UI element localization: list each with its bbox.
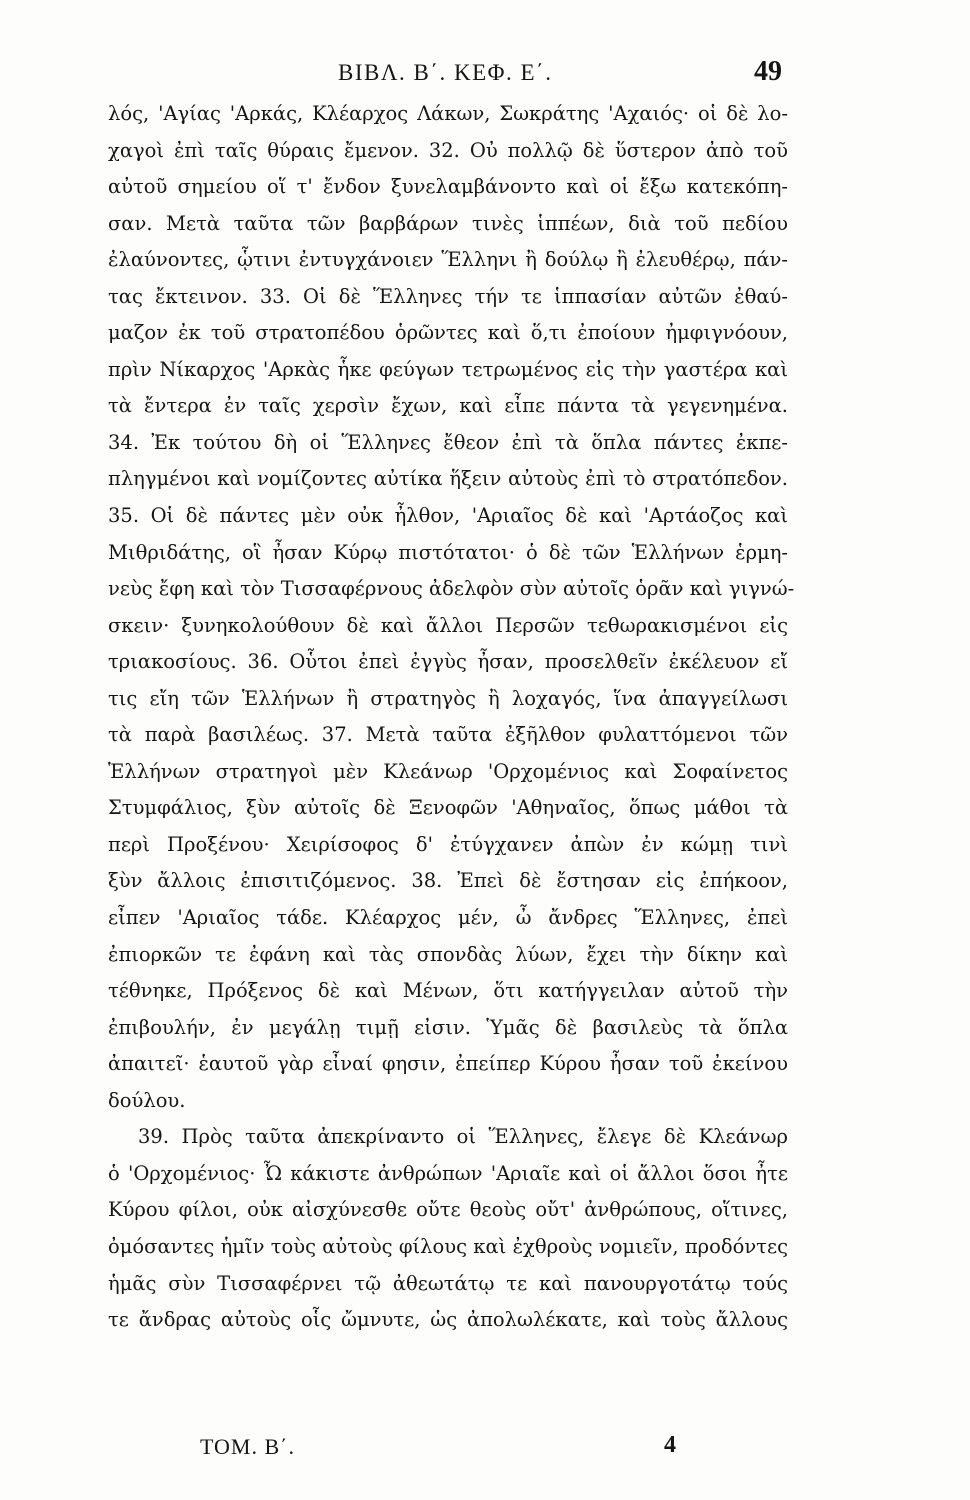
text-line: τριακοσίους. 36. Οὗτοι ἐπεὶ ἐγγὺς ἦσαν, προσελθεῖν ἐκέλευον εἴ (108, 650, 788, 674)
text-line: ἐπιβουλήν, ἐν μεγάλῃ τιμῇ εἰσιν. Ὑμᾶς δὲ βασιλεὺς τὰ ὅπλα (108, 1015, 788, 1039)
text-line: ἐλαύνοντες, ᾧτινι ἐντυγχάνοιεν Ἕλληνι ἢ δούλῳ ἢ ἐλευθέρῳ, πάν- (108, 248, 788, 272)
text-line: 34. Ἐκ τούτου δὴ οἱ Ἕλληνες ἔθεον ἐπὶ τὰ ὅπλα πάντες ἐκπε- (108, 430, 788, 454)
text-line: ἡμᾶς σὺν Τισσαφέρνει τῷ ἀθεωτάτῳ τε καὶ πανουργοτάτῳ τούς (108, 1271, 788, 1295)
text-line: τὰ παρὰ βασιλέως. 37. Μετὰ ταῦτα ἐξῆλθον φυλαττόμενοι τῶν (108, 723, 788, 747)
paragraph-start-line: 39. Πρὸς ταῦτα ἀπεκρίναντο οἱ Ἕλληνες, ἔλεγε δὲ Κλεάνωρ (138, 1125, 788, 1149)
text-line: 35. Οἱ δὲ πάντες μὲν οὐκ ἦλθον, 'Αριαῖος δὲ καὶ 'Αρτάοζος καὶ (108, 504, 788, 528)
text-line: τέθνηκε, Πρόξενος δὲ καὶ Μένων, ὅτι κατήγγειλαν αὐτοῦ τὴν (108, 979, 788, 1003)
text-line: πρὶν Νίκαρχος 'Αρκὰς ἧκε φεύγων τετρωμένος εἰς τὴν γαστέρα καὶ (108, 357, 788, 381)
text-line: Κύρου φίλοι, οὐκ αἰσχύνεσθε οὔτε θεοὺς οὔτ' ἀνθρώπους, οἵτινες, (108, 1198, 788, 1222)
text-line: τις εἴη τῶν Ἑλλήνων ἢ στρατηγὸς ἢ λοχαγός, ἵνα ἀπαγγείλωσι (108, 686, 788, 710)
text-line: εἶπεν 'Αριαῖος τάδε. Κλέαρχος μέν, ὦ ἄνδρες Ἕλληνες, ἐπεὶ (108, 906, 788, 930)
text-line: ἀπαιτεῖ· ἑαυτοῦ γὰρ εἶναί φησιν, ἐπείπερ Κύρου ἦσαν τοῦ ἐκείνου (108, 1052, 788, 1076)
running-head (108, 54, 788, 94)
body-text (108, 96, 795, 1339)
text-line: Μιθριδάτης, οἳ ἦσαν Κύρῳ πιστότατοι· ὁ δὲ τῶν Ἑλλήνων ἑρμη- (108, 540, 788, 564)
text-line: ὁ 'Ορχομένιος· Ὦ κάκιστε ἀνθρώπων 'Αριαῖε καὶ οἱ ἄλλοι ὅσοι ἦτε (108, 1161, 788, 1185)
text-line: περὶ Προξένου· Χειρίσοφος δ' ἐτύγχανεν ἀπὼν ἐν κώμῃ τινὶ (108, 832, 788, 856)
text-line: σαν. Μετὰ ταῦτα τῶν βαρβάρων τινὲς ἱππέων, διὰ τοῦ πεδίου (108, 211, 788, 235)
text-line: λός, 'Αγίας 'Αρκάς, Κλέαρχος Λάκων, Σωκράτης 'Αχαιός· οἱ δὲ λο- (108, 102, 788, 125)
text-line: Ἑλλήνων στρατηγοὶ μὲν Κλεάνωρ 'Ορχομένιος καὶ Σοφαίνετος (108, 759, 788, 783)
text-line: Στυμφάλιος, ξὺν αὐτοῖς δὲ Ξενοφῶν 'Αθηναῖος, ὅπως μάθοι τὰ (108, 796, 788, 820)
text-line: ὀμόσαντες ἡμῖν τοὺς αὐτοὺς φίλους καὶ ἐχθροὺς νομιεῖν, προδόντες (108, 1234, 788, 1258)
text-line: τε ἄνδρας αὐτοὺς οἷς ὤμνυτε, ὡς ἀπολωλέκατε, καὶ τοὺς ἄλλους (108, 1308, 788, 1332)
text-line: μαζον ἐκ τοῦ στρατοπέδου ὁρῶντες καὶ ὅ,τι ἐποίουν ἠμφιγνόουν, (108, 321, 788, 345)
volume-signature: ΤΟΜ. Β΄. (200, 1434, 295, 1459)
text-line: τὰ ἔντερα ἐν ταῖς χερσὶν ἔχων, καὶ εἶπε πάντα τὰ γεγενημένα. (108, 394, 788, 418)
page-number: 49 (754, 56, 782, 87)
paragraph-end-line: δούλου. (108, 1088, 186, 1112)
text-line: ξὺν ἄλλοις ἐπισιτιζόμενος. 38. Ἐπεὶ δὲ ἔστησαν εἰς ἐπήκοον, (108, 869, 788, 893)
text-line: σκειν· ξυνηκολούθουν δὲ καὶ ἄλλοι Περσῶν τεθωρακισμένοι εἰς (108, 613, 788, 637)
page-footer (200, 1434, 700, 1474)
running-title: ΒΙΒΛ. Β΄. ΚΕΦ. Ε΄. (338, 60, 553, 85)
text-line: νεὺς ἔφη καὶ τὸν Τισσαφέρνους ἀδελφὸν σὺν αὐτοῖς ὁρᾶν καὶ γιγνώ- (108, 577, 795, 601)
text-line: πληγμένοι καὶ νομίζοντες αὐτίκα ἥξειν αὐτοὺς ἐπὶ τὸ στρατόπεδον. (108, 467, 788, 491)
text-line: χαγοὶ ἐπὶ ταῖς θύραις ἔμενον. 32. Οὐ πολλῷ δὲ ὕστερον ἀπὸ τοῦ (108, 138, 788, 162)
sheet-number: 4 (664, 1432, 676, 1458)
text-line: αὐτοῦ σημείου οἵ τ' ἔνδον ξυνελαμβάνοντο καὶ οἱ ἔξω κατεκόπη- (108, 175, 788, 199)
text-line: τας ἔκτεινον. 33. Οἱ δὲ Ἕλληνες τήν τε ἱππασίαν αὐτῶν ἐθαύ- (108, 284, 788, 308)
text-line: ἐπιορκῶν τε ἐφάνη καὶ τὰς σπονδὰς λύων, ἔχει τὴν δίκην καὶ (108, 942, 788, 966)
